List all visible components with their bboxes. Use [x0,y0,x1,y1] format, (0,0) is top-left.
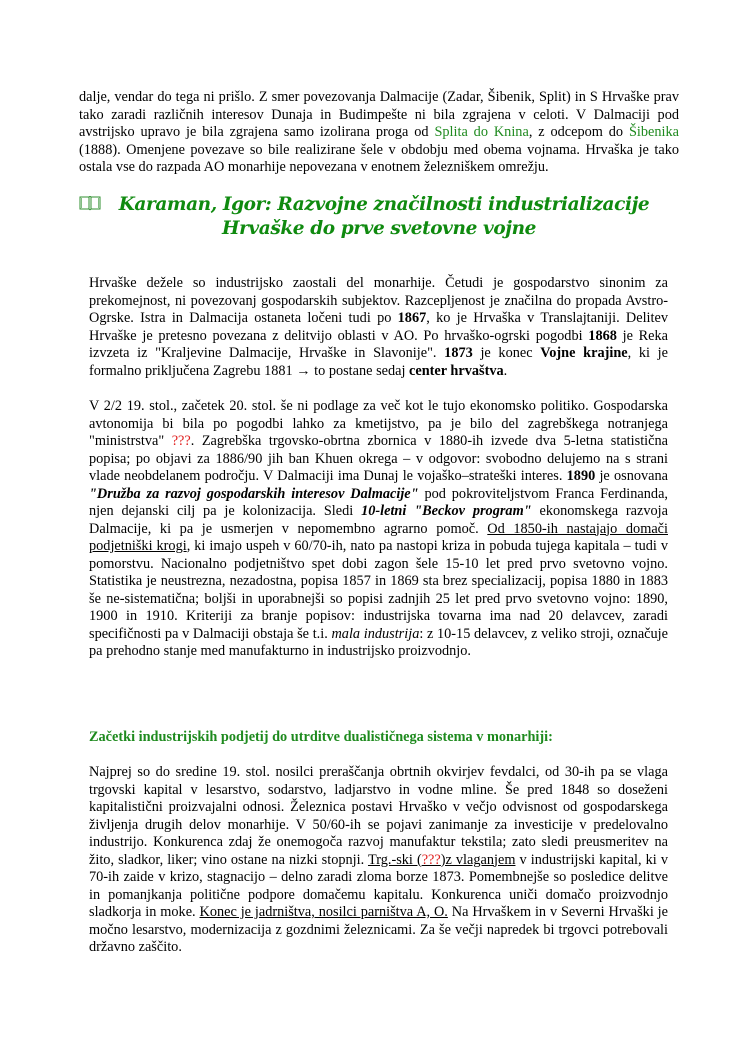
text-segment: . [503,362,508,379]
text-segment: je osnovana [595,468,668,484]
text-segment: , ko je Hrvaška v Translajtaniji. Delitev Hrvaške je pretesno povezana z delitvijo oblasti v AO. Po hrvaško-ogrski pogodbi [89,310,668,344]
underlined-phrase: Konec je jadrništva, nosilci parništva A, O. [199,904,448,920]
text-segment: pod pokroviteljstvom Franca Ferdinanda, njen dejanski cilj pa je kolonizacija. Sledi [89,485,668,519]
section-heading: Začetki industrijskih podjetij do utrditve dualističnega sistema v monarhiji: [89,729,553,745]
text-segment: v industrijski kapital, ki v 70-ih zaide v krizo, stagnacijo – delno zaradi zloma borze 1873. Pomembnejše so posledice delitve in pomanjkanja politične podpore domačemu kapitalu. Konkurenca uniči domačo proizvodnjo sladkorja in moke. [89,851,668,920]
text-segment: Trg.-ski ( [367,851,422,868]
text-segment: , z odcepom do [528,124,629,140]
question-marks: ??? [421,851,441,868]
text-segment: V 2/2 19. stol., začetek 20. stol. še ni podlage za več kot le tujo ekonomsko politiko. Gospodarska avtonomija bi bila po pogodbi lahko za kmetijstvo, pa je bilo del zagrebškega notranjega "ministrstva" [89,398,668,449]
text-segment: : z 10-15 delavcev, z veliko stroji, označuje pa prehodno stanje med manufakturno in industrijsko proizvodnjo. [89,625,668,659]
text-segment: (1888). Omenjene povezave so bile realizirane šele v obdobju med obema vojnama. Hrvaška je tako ostala vse do razpada AO monarhije nepovezana v enotnem železniškem omrežju. [79,141,679,175]
text-segment: Najprej so do sredine 19. stol. nosilci preraščanja obrtnih okvirjev fevdalci, od 30-ih pa se vlaga trgovski kapital v lesarstvo, sodarstvo, ladjarstvo in vodne mline. Še pred 1848 so doseženi kapitalistični proizvajalni odnosi. Železnica postavi Hrvaško v večjo odvisnost od gospodarskega življenja drugih delov monarhije. V 50/60-ih se pojavi zanimanje za investicije v predelovalno industrijo. Konkurenca zdaj že onemogoča razvoj manufaktur tekstila; zato sledi preusmeritev na žito, sladkor, liker; vino ostane na nizki stopnji. [89,764,668,868]
paragraph-industrial-backwardness [89,275,668,380]
year-1890: 1890 [566,468,596,484]
text-segment: Hrvaške dežele so industrijsko zaostali del monarhije. Četudi je gospodarstvo sinonim za prekomejnost, ni povezovanj gospodarskih subjektov. Razcepljenost je značilna do propada Avstro-Ogrske. Istra in Dalmacija ostaneta ločeni tudi po [89,275,668,326]
right-arrow-icon: → [296,362,311,379]
text-segment: dalje, vendar do tega ni prišlo. Z smer povezovanja Dalmacije (Zadar, Šibenik, Split) in S Hrvaške prav tako zaradi različnih interesov Dunaja in Budimpešte ni bila zgrajena v celoti. V Dalmaciji pod avstrijsko upravo je bila zgrajena samo izolirana proga od [79,89,679,140]
link-split-knin[interactable]: Splita do Knina [434,124,529,140]
center-hrvastva: center hrvaštva [409,362,504,379]
druzba-name: "Družba za razvoj gospodarskih interesov Dalmacije" [89,485,419,502]
text-segment: ekonomskega razvoja Dalmacije, ki pa je usmerjen v nepomembno agrarno pomoč. [89,503,668,537]
book-icon [79,195,101,211]
text-segment: to postane sedaj [310,362,410,379]
link-sibenik[interactable]: Šibenika [628,124,680,140]
text-segment: . Zagrebška trgovsko-obrtna zbornica v 1880-ih izvede dva 5-letna statistična popisa; po objavi za 1886/90 jih ban Khuen okrega – v odgovor: svobodno delujemo na s strani vlade neobdelanem področju. V Dalmaciji ima Dunaj le vojaško–strateški interes. [89,433,668,484]
year-1873: 1873 [444,345,473,361]
year-1867: 1867 [397,310,427,326]
vojne-krajine: Vojne krajine [540,345,628,361]
reference-title-text: Karaman, Igor: Razvojne značilnosti industrializacije Hrvaške do prve svetovne vojne [118,194,650,239]
year-1868: 1868 [588,327,617,344]
mala-industrija: mala industrija [331,625,420,642]
paragraph-economic-policy [89,398,668,661]
text-segment: , ki imajo uspeh v 60/70-ih, nato pa nastopi kriza in pobuda tujega kapitala – tudi v pomorstvu. Nacionalno podjetništvo spet dobi zagon šele 15-10 let pred prvo svetovno vojno. Statistika je neustrezna, nezadostna, popisa 1857 in 1869 sta brez specializacij, popisa 1880 in 1883 še ne-sistematična; boljši in uporabnejši so popisi zadnjih 25 let pred prvo svetovno vojno: 1890, 1900 in 1910. Kriteriji za branje popisov: industrijska tovarna ima nad 20 delavcev, zaradi specifičnosti pa v Dalmaciji obstaja še t.i. [89,538,668,642]
beckov-program: 10-letni "Beckov program" [361,503,532,519]
underlined-phrase: Od 1850-ih nastajajo domači podjetniški krogi [89,520,668,554]
text-segment: , ki je formalno priključena Zagrebu 1881 [89,345,668,379]
text-segment: je Reka izvzeta iz "Kraljevine Dalmacije, Hrvaške in Slavonije". [89,327,668,361]
text-segment: Na Hrvaškem in v Severni Hrvaški je močno lesarstvo, modernizacija z gozdnimi železnicami. Za še večji napredek bi trgovci potrebovali državno zaščito. [89,904,668,955]
underlined-phrase [368,852,515,868]
text-segment: )z vlaganjem [440,851,516,868]
text-segment: je konec [472,345,541,361]
intro-paragraph [79,89,679,177]
question-marks: ??? [171,433,191,449]
reference-title [79,193,679,241]
paragraph-early-enterprises [89,764,668,957]
